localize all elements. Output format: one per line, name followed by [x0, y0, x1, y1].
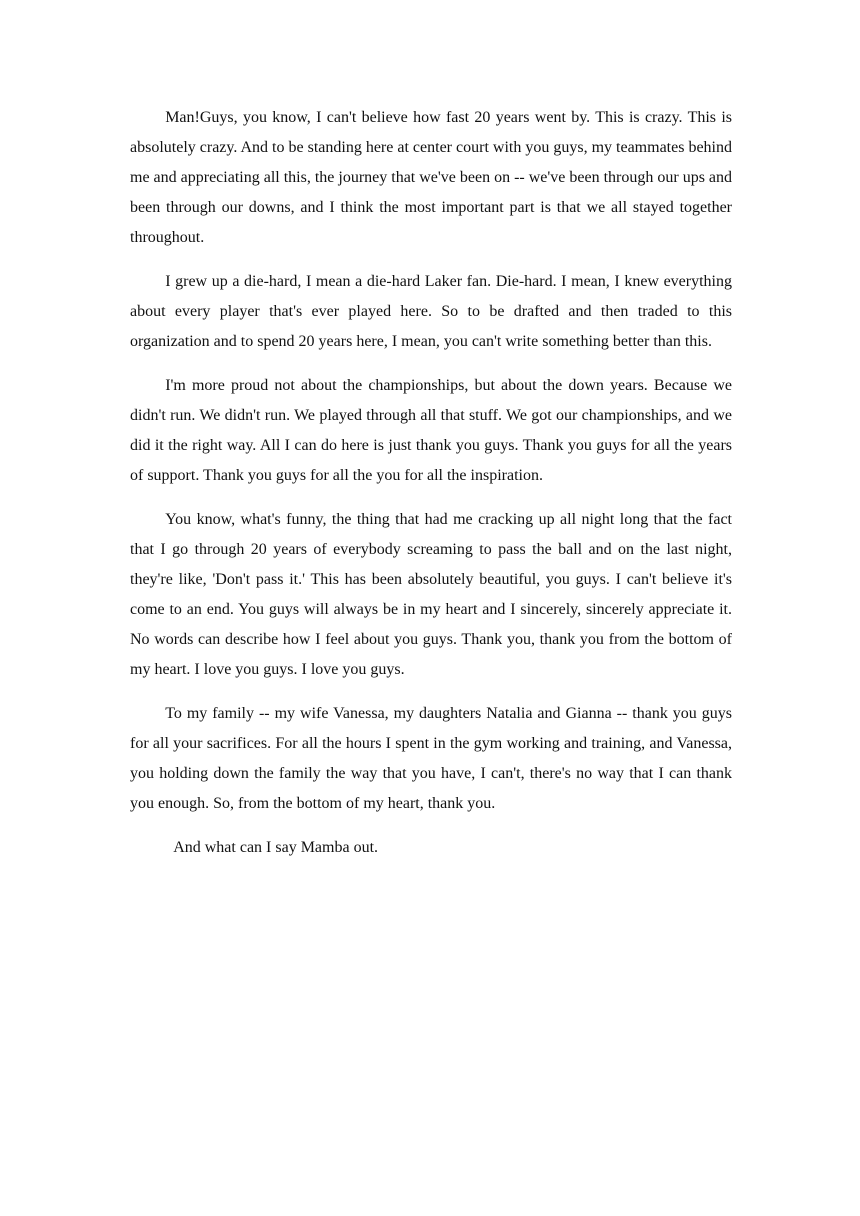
paragraph: I grew up a die-hard, I mean a die-hard Laker fan. Die-hard. I mean, I knew everything about every player that's ever played here. So to be drafted and then traded to this organization and to spend 20 years here, I mean, you can't write something better than this. [130, 273, 732, 350]
paragraph: You know, what's funny, the thing that had me cracking up all night long that the fact that I go through 20 years of everybody screaming to pass the ball and on the last night, they're like, 'Don't pass it.' This has been absolutely beautiful, you guys. I can't believe it's come to an end. You guys will always be in my heart and I sincerely, sincerely appreciate it. No words can describe how I feel about you guys. Thank you, thank you from the bottom of my heart. I love you guys. I love you guys. [130, 511, 732, 678]
document-body [130, 103, 732, 877]
paragraph: Man!Guys, you know, I can't believe how fast 20 years went by. This is crazy. This is absolutely crazy. And to be standing here at center court with you guys, my teammates behind me and appreciating all this, the journey that we've been on -- we've been through our ups and been through our downs, and I think the most important part is that we all stayed together throughout. [130, 109, 733, 246]
paragraph: To my family -- my wife Vanessa, my daughters Natalia and Gianna -- thank you guys for all your sacrifices. For all the hours I spent in the gym working and training, and Vanessa, you holding down the family the way that you have, I can't, there's no way that I can thank you enough. So, from the bottom of my heart, thank you. [130, 705, 732, 812]
paragraph: I'm more proud not about the championships, but about the down years. Because we didn't run. We didn't run. We played through all that stuff. We got our championships, and we did it the right way. All I can do here is just thank you guys. Thank you guys for all the years of support. Thank you guys for all the you for all the inspiration. [130, 377, 732, 484]
closing-line: And what can I say Mamba out. [173, 839, 379, 856]
